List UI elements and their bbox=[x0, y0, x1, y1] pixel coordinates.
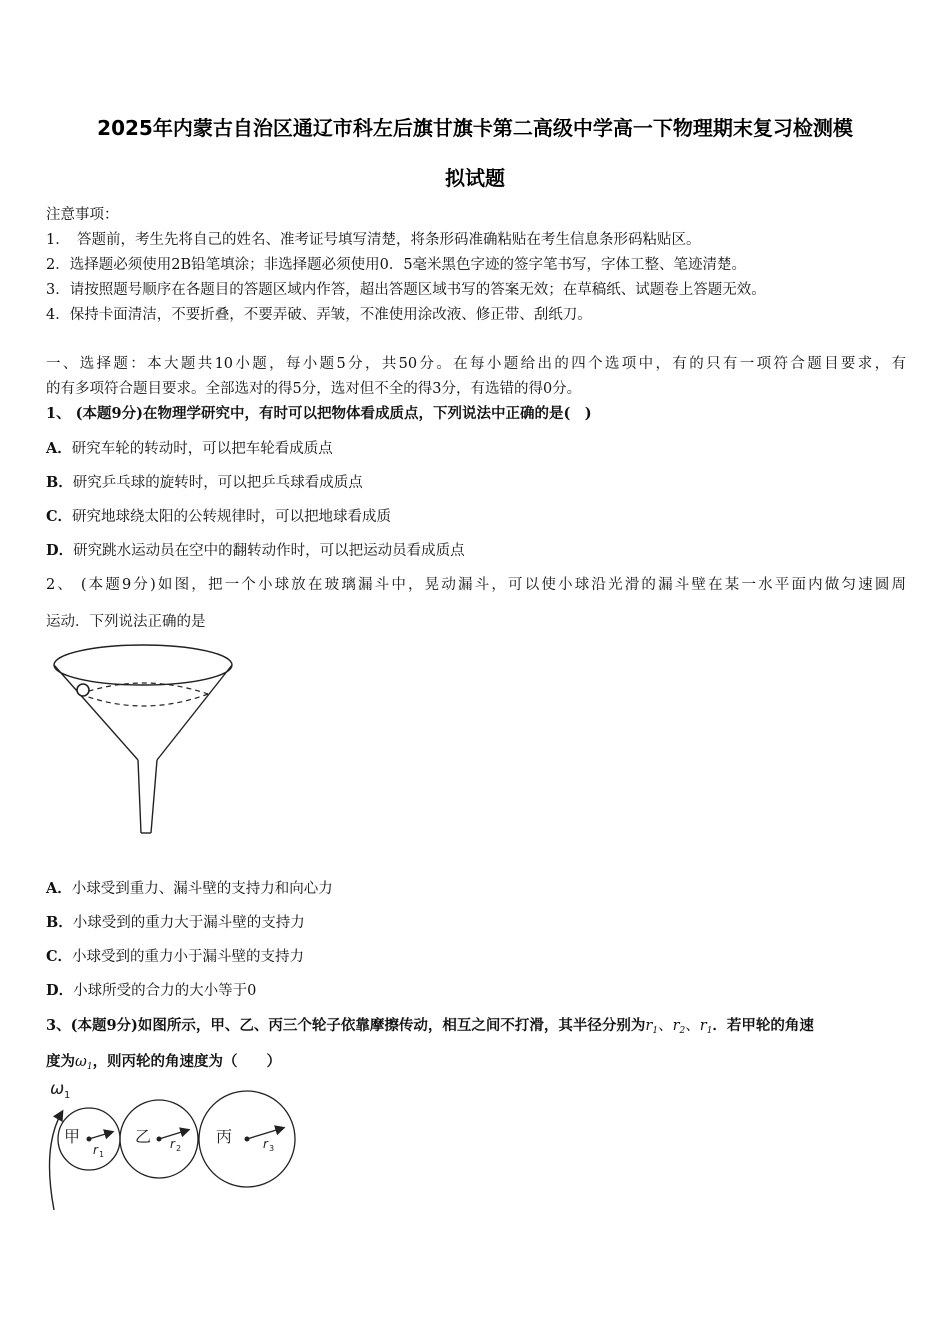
separator: 、 bbox=[658, 1018, 673, 1034]
wheel-label-jia: 甲 bbox=[64, 1127, 81, 1146]
option-text: 小球所受的合力的大小等于0 bbox=[73, 983, 257, 999]
subscript: 1 bbox=[86, 1062, 93, 1072]
omega-symbol: ω bbox=[75, 1054, 87, 1070]
radius-symbol: r bbox=[645, 1018, 653, 1034]
question-3-stem-line-2 bbox=[46, 1050, 281, 1072]
radius-label-3: r bbox=[263, 1137, 268, 1151]
stem-text: ，则丙轮的角速度为（ ） bbox=[92, 1053, 282, 1070]
subscript: 1 bbox=[652, 1026, 659, 1036]
option-label: C． bbox=[46, 948, 73, 965]
radius-subscript-3: 3 bbox=[269, 1144, 275, 1153]
question-2-option-b bbox=[46, 911, 305, 932]
question-2-option-d bbox=[46, 979, 256, 1000]
option-label: D． bbox=[46, 542, 74, 559]
radius-symbol: r bbox=[699, 1018, 707, 1034]
option-label: C． bbox=[46, 508, 73, 525]
radius-subscript-2: 2 bbox=[176, 1144, 182, 1153]
option-label: B． bbox=[46, 914, 73, 931]
question-2-option-a bbox=[46, 877, 333, 898]
question-2-option-c bbox=[46, 945, 304, 966]
question-1-option-a bbox=[46, 437, 333, 458]
stem-text: 度为 bbox=[46, 1053, 75, 1070]
subscript: 1 bbox=[706, 1026, 713, 1036]
page-title-line-1: 2025年内蒙古自治区通辽市科左后旗甘旗卡第二高级中学高一下物理期末复习检测模 bbox=[97, 116, 853, 140]
option-text: 研究跳水运动员在空中的翻转动作时，可以把运动员看成质点 bbox=[73, 543, 465, 559]
subscript: 2 bbox=[679, 1026, 686, 1036]
option-text: 小球受到的重力小于漏斗壁的支持力 bbox=[72, 949, 305, 965]
option-label: B． bbox=[46, 474, 73, 491]
separator: 、 bbox=[685, 1018, 700, 1034]
notice-item-3: 3．请按照题号顺序在各题目的答题区域内作答，超出答题区域书写的答案无效；在草稿纸、试题卷上答题无效。 bbox=[46, 282, 766, 298]
question-2-stem-line-2: 运动．下列说法正确的是 bbox=[46, 614, 206, 630]
stem-text: 3、(本题9分)如图所示，甲、乙、丙三个轮子依靠摩擦传动，相互之间不打滑，其半径分别为 bbox=[46, 1017, 646, 1034]
stem-text: ．若甲轮的角速 bbox=[712, 1017, 814, 1034]
radius-subscript-1: 1 bbox=[99, 1150, 105, 1159]
question-1-stem: 1、 (本题9分)在物理学研究中，有时可以把物体看成质点，下列说法中正确的是( ) bbox=[46, 405, 592, 422]
question-1-option-b bbox=[46, 471, 363, 492]
section-instruction-line-1: 一、选择题：本大题共10小题，每小题5分，共50分。在每小题给出的四个选项中，有的只有一项符合题目要求，有 bbox=[46, 356, 906, 372]
section-instruction-line-2: 的有多项符合题目要求。全部选对的得5分，选对但不全的得3分，有选错的得0分。 bbox=[46, 381, 582, 397]
option-label: D． bbox=[46, 982, 74, 999]
question-3-stem-line-1 bbox=[46, 1014, 814, 1036]
omega-subscript: 1 bbox=[64, 1090, 71, 1101]
wheel-label-bing: 丙 bbox=[216, 1127, 233, 1146]
page-title-line-2: 拟试题 bbox=[445, 166, 505, 190]
wheel-label-yi: 乙 bbox=[135, 1127, 152, 1146]
question-2-stem-line-1: 2、 (本题9分)如图，把一个小球放在玻璃漏斗中，晃动漏斗，可以使小球沿光滑的漏斗壁在某一水平面内做匀速圆周 bbox=[46, 577, 906, 593]
notice-item-1: 1． 答题前，考生先将自己的姓名、准考证号填写清楚，将条形码准确粘贴在考生信息条形码粘贴区。 bbox=[46, 232, 701, 248]
notice-heading: 注意事项： bbox=[46, 207, 119, 223]
option-label: A． bbox=[46, 880, 72, 897]
option-text: 研究车轮的转动时，可以把车轮看成质点 bbox=[71, 441, 333, 457]
wheels-figure bbox=[40, 1076, 310, 1216]
option-text: 研究乒乓球的旋转时，可以把乒乓球看成质点 bbox=[72, 475, 363, 491]
omega-label: ω bbox=[50, 1079, 65, 1099]
notice-item-4: 4．保持卡面清洁，不要折叠，不要弄破、弄皱，不准使用涂改液、修正带、刮纸刀。 bbox=[46, 307, 592, 323]
radius-symbol: r bbox=[672, 1018, 680, 1034]
funnel-figure bbox=[50, 638, 240, 838]
option-label: A． bbox=[46, 440, 72, 457]
option-text: 小球受到的重力大于漏斗壁的支持力 bbox=[72, 915, 305, 931]
option-text: 小球受到重力、漏斗壁的支持力和向心力 bbox=[71, 881, 333, 897]
ball bbox=[77, 684, 89, 696]
radius-label-1: r bbox=[93, 1143, 98, 1157]
notice-item-2: 2．选择题必须使用2B铅笔填涂；非选择题必须使用0．5毫米黑色字迹的签字笔书写，字体工整、笔迹清楚。 bbox=[46, 257, 747, 273]
option-text: 研究地球绕太阳的公转规律时，可以把地球看成质 bbox=[72, 509, 392, 525]
radius-label-2: r bbox=[170, 1137, 175, 1151]
question-1-option-c bbox=[46, 505, 391, 526]
question-1-option-d bbox=[46, 539, 465, 560]
